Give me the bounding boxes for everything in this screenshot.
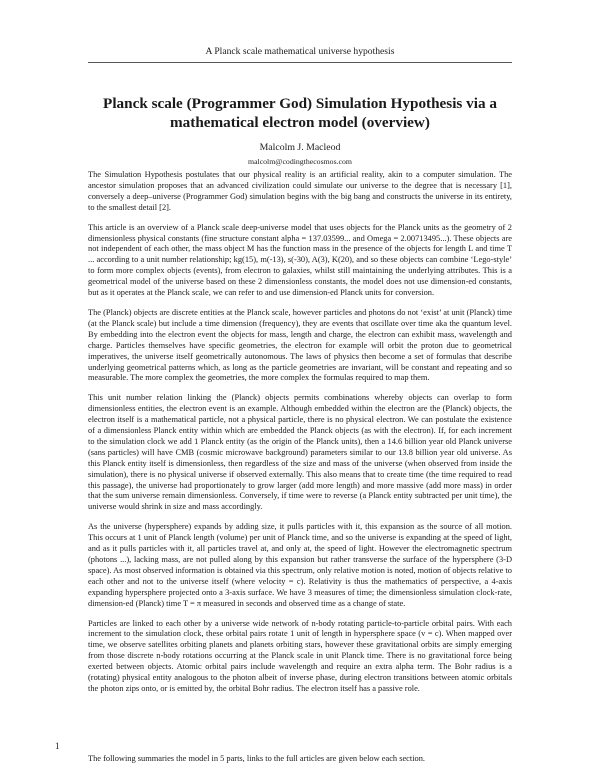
header-rule xyxy=(88,62,512,63)
body-text xyxy=(88,170,512,704)
summary-intro-line: The following summaries the model in 5 parts, links to the full articles are given below each section. xyxy=(88,754,426,763)
paragraph-5: As the universe (hypersphere) expands by adding size, it pulls particles with it, this expansion as the source of all motion. This occurs at 1 unit of Planck length (volume) per unit of Planck time, and so the universe is expanding at the speed of light, and as it pulls particles with it, all particles travel at, and only at, the speed of light. However the electromagnetic spectrum (photons ...), lacking mass, are not pulled along by this expansion but rather transverse the surface of the hypersphere (3-D space). As most observed information is obtained via this spectrum, only relative motion is noted, motion of objects relative to each other and not to the universe itself (where velocity = c). Relativity is thus the mathematics of perspective, a 4-axis expanding hypersphere projected onto a 3-axis surface. We have 3 measures of time; the dimensionless simulation clock-rate, dimension-ed (Planck) time T = π measured in seconds and observed time as a change of state. xyxy=(88,522,512,608)
paragraph-3: The (Planck) objects are discrete entities at the Planck scale, however particles and photons do not ‘exist’ at unit (Planck) time (at the Planck scale) but include a time dimension (frequency), they are events that oscillate over time aka the quantum level. By embedding into the electron event the objects for mass, length and charge, the electron can exhibit mass, wavelength and charge. Particles themselves have specific geometries, the electron for example will orbit the proton due to geometrical imperatives, the universe itself geometrically autonomous. The laws of physics then become a set of formulas that describe underlying geometrical patterns which, as long as the particle geometries are invariant, will be constant and repeating and so measurable. The more complex the geometries, the more complex the formulas required to map them. xyxy=(88,307,512,383)
running-header: A Planck scale mathematical universe hypothesis xyxy=(205,46,395,57)
paragraph-2: This article is an overview of a Planck scale deep-universe model that uses objects for the Planck units as the geometry of 2 dimensionless physical constants (fine structure constant alpha = 137.03599... and Omega = 2.00713495...). These objects are not independent of each other, the mass object M has the function mass in the presence of the objects for length L and time T ... according to a unit number relationship; kg(15), m(-13), s(-30), A(3), K(20), and so these objects can combine ‘Lego-style’ to form more complex objects (events), from electron to galaxies, whilst still maintaining the underlying attributes. This is a geometrical model of the universe based on these 2 dimensionless constants, the model does not use dimension-ed constants, but as it operates at the Planck scale, we can refer to and use dimension-ed Planck units for conversion. xyxy=(88,222,512,298)
paragraph-6: Particles are linked to each other by a universe wide network of n-body rotating particle-to-particle orbital pairs. With each increment to the simulation clock, these orbital pairs rotate 1 unit of length in hypersphere space (v = c). When mapped over time, we observe satellites orbiting planets and planets orbiting stars, however these gravitational orbits are simply emerging from those discrete n-body rotations occurring at the Planck scale in unit Planck time. There is no gravitational force being exerted between objects. Atomic orbital pairs include wavelength and require an extra alpha term. The Bohr radius is a (rotating) physical entity analogous to the photon albeit of inverse phase, during electron transitions between atomic orbitals the photon zips onto, or is emitted by, the orbital Bohr radius. The electron itself has a passive role. xyxy=(88,618,512,693)
page-number: 1 xyxy=(55,741,60,751)
paragraph-1: The Simulation Hypothesis postulates that our physical reality is an artificial reality, akin to a computer simulation. The ancestor simulation proposes that an advanced civilization could simulate our universe to the degree that is necessary [1], conversely a deep–universe (Programmer God) simulation begins with the big bang and constructs the universe in its entirety, to the smallest detail [2]. xyxy=(88,170,512,212)
paragraph-4: This unit number relation linking the (Planck) objects permits combinations whereby objects can overlap to form dimensionless entities, the electron event is an example. Although embedded within the electron are the (Planck) objects, the electron itself is a mathematical particle, not a physical particle, there is no physical electron. We can postulate the existence of a dimensionless Planck entity within which are embedded the Planck objects (as with the electron). If, for each increment to the simulation clock we add 1 Planck entity (as the origin of the Planck units), then a 14.6 billion year old Planck universe (sans particles) will have CMB (cosmic microwave background) parameters similar to our 13.8 billion year old universe. As this Planck entity itself is dimensionless, then regardless of the size and mass of the universe (when observed from inside the simulation), there is no physical universe if observed externally. This also means that to create time (the time required to read this passage), the universe had proportionately to grow larger (add more length) and more massive (add more mass) in order that the sum universe remain dimensionless. Conversely, if time were to reverse (a Planck entity subtracted per unit time), the universe would shrink in size and mass accordingly. xyxy=(88,393,512,512)
paper-title: Planck scale (Programmer God) Simulation Hypothesis via a mathematical electron model (overview) xyxy=(103,95,497,131)
author-email[interactable]: malcolm@codingthecosmos.com xyxy=(248,157,352,166)
author-name: Malcolm J. Macleod xyxy=(259,142,341,153)
